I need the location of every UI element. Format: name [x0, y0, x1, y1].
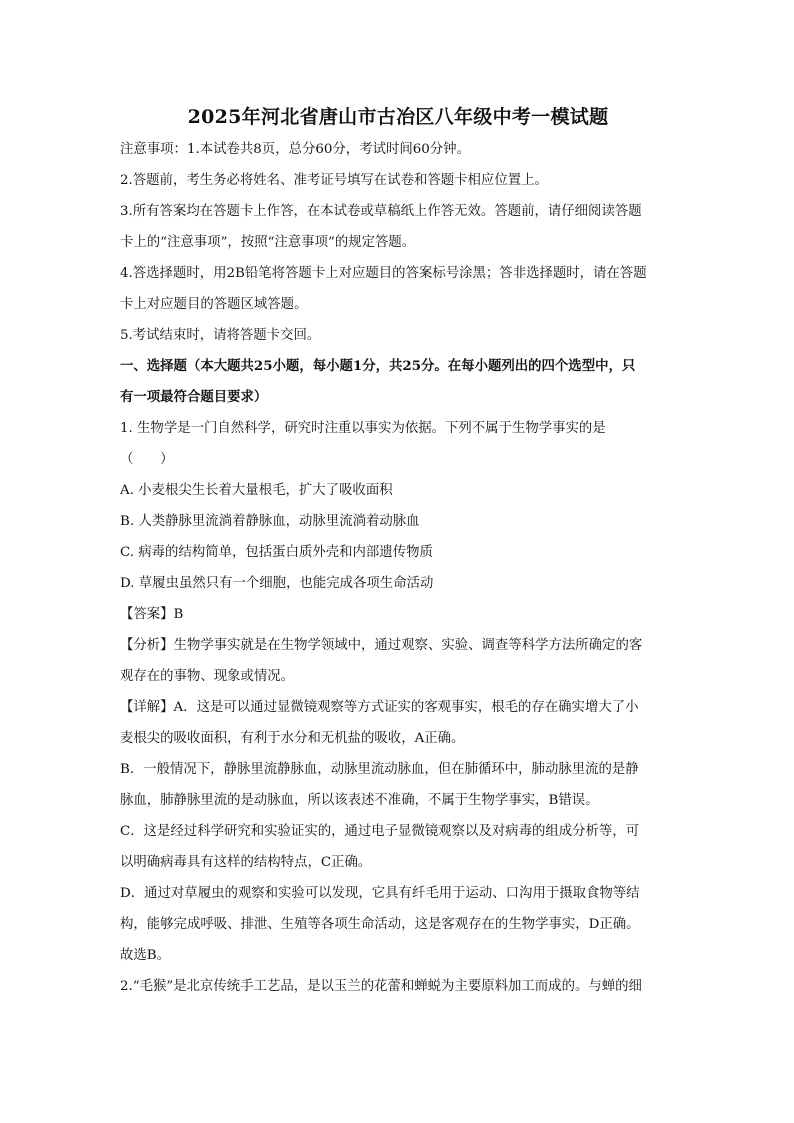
section-heading-line-2: 有一项最符合题目要求） — [120, 389, 268, 405]
notes-line-3: 3.所有答案均在答题卡上作答，在本试卷或草稿纸上作答无效。答题前，请仔细阅读答题 — [120, 204, 642, 219]
question-1-blank: （ ） — [120, 452, 174, 467]
question-1-option-b: B. 人类静脉里流淌着静脉血，动脉里流淌着动脉血 — [120, 514, 420, 529]
question-1-detail-line-3: B．一般情况下，静脉里流静脉血，动脉里流动脉血，但在肺循环中，肺动脉里流的是静 — [120, 762, 639, 777]
notes-line-6: 卡上对应题目的答题区域答题。 — [120, 297, 308, 312]
question-1-detail-line-1: 【详解】A．这是可以通过显微镜观察等方式证实的客观事实，根毛的存在确实增大了小 — [120, 700, 639, 715]
document-title: 2025年河北省唐山市古冶区八年级中考一模试题 — [187, 106, 609, 128]
question-1-detail-line-8: 构，能够完成呼吸、排泄、生殖等各项生命活动，这是客观存在的生物学事实，D正确。 — [120, 917, 640, 932]
question-1-option-c: C. 病毒的结构简单，包括蛋白质外壳和内部遗传物质 — [120, 545, 433, 560]
question-1-detail-line-7: D．通过对草履虫的观察和实验可以发现，它具有纤毛用于运动、口沟用于摄取食物等结 — [120, 886, 640, 901]
notes-line-4: 卡上的“注意事项”，按照“注意事项”的规定答题。 — [120, 235, 416, 250]
question-1-stem: 1. 生物学是一门自然科学，研究时注重以事实为依据。下列不属于生物学事实的是 — [120, 421, 606, 436]
question-1-option-d: D. 草履虫虽然只有一个细胞，也能完成各项生命活动 — [120, 576, 434, 591]
question-1-detail-line-2: 麦根尖的吸收面积，有利于水分和无机盐的吸收，A正确。 — [120, 731, 465, 746]
question-2-stem: 2.“毛猴”是北京传统手工艺品，是以玉兰的花蕾和蝉蜕为主要原料加工而成的。与蝉的细 — [120, 979, 642, 994]
notes-line-5: 4.答选择题时，用2B铅笔将答题卡上对应题目的答案标号涂黑；答非选择题时，请在答题 — [120, 266, 647, 281]
question-1-answer: 【答案】B — [120, 607, 184, 622]
question-1-option-a: A. 小麦根尖生长着大量根毛，扩大了吸收面积 — [120, 483, 393, 498]
question-1-detail-line-4: 脉血，肺静脉里流的是动脉血，所以该表述不准确，不属于生物学事实，B错误。 — [120, 793, 599, 808]
question-1-detail-line-6: 以明确病毒具有这样的结构特点，C正确。 — [120, 855, 372, 870]
question-1-analysis-line-2: 观存在的事物、现象或情况。 — [120, 669, 295, 684]
notes-line-1: 注意事项：1.本试卷共8页，总分60分，考试时间60分钟。 — [120, 142, 470, 157]
notes-line-2: 2.答题前，考生务必将姓名、准考证号填写在试卷和答题卡相应位置上。 — [120, 173, 548, 188]
question-1-analysis-line-1: 【分析】生物学事实就是在生物学领域中，通过观察、实验、调查等科学方法所确定的客 — [120, 638, 643, 653]
notes-line-7: 5.考试结束时，请将答题卡交回。 — [120, 328, 321, 343]
question-1-detail-line-5: C．这是经过科学研究和实验证实的，通过电子显微镜观察以及对病毒的组成分析等，可 — [120, 824, 640, 839]
question-1-detail-line-9: 故选B。 — [120, 948, 171, 963]
section-heading-line-1: 一、选择题（本大题共25小题，每小题1分，共25分。在每小题列出的四个选型中，只 — [120, 358, 636, 374]
